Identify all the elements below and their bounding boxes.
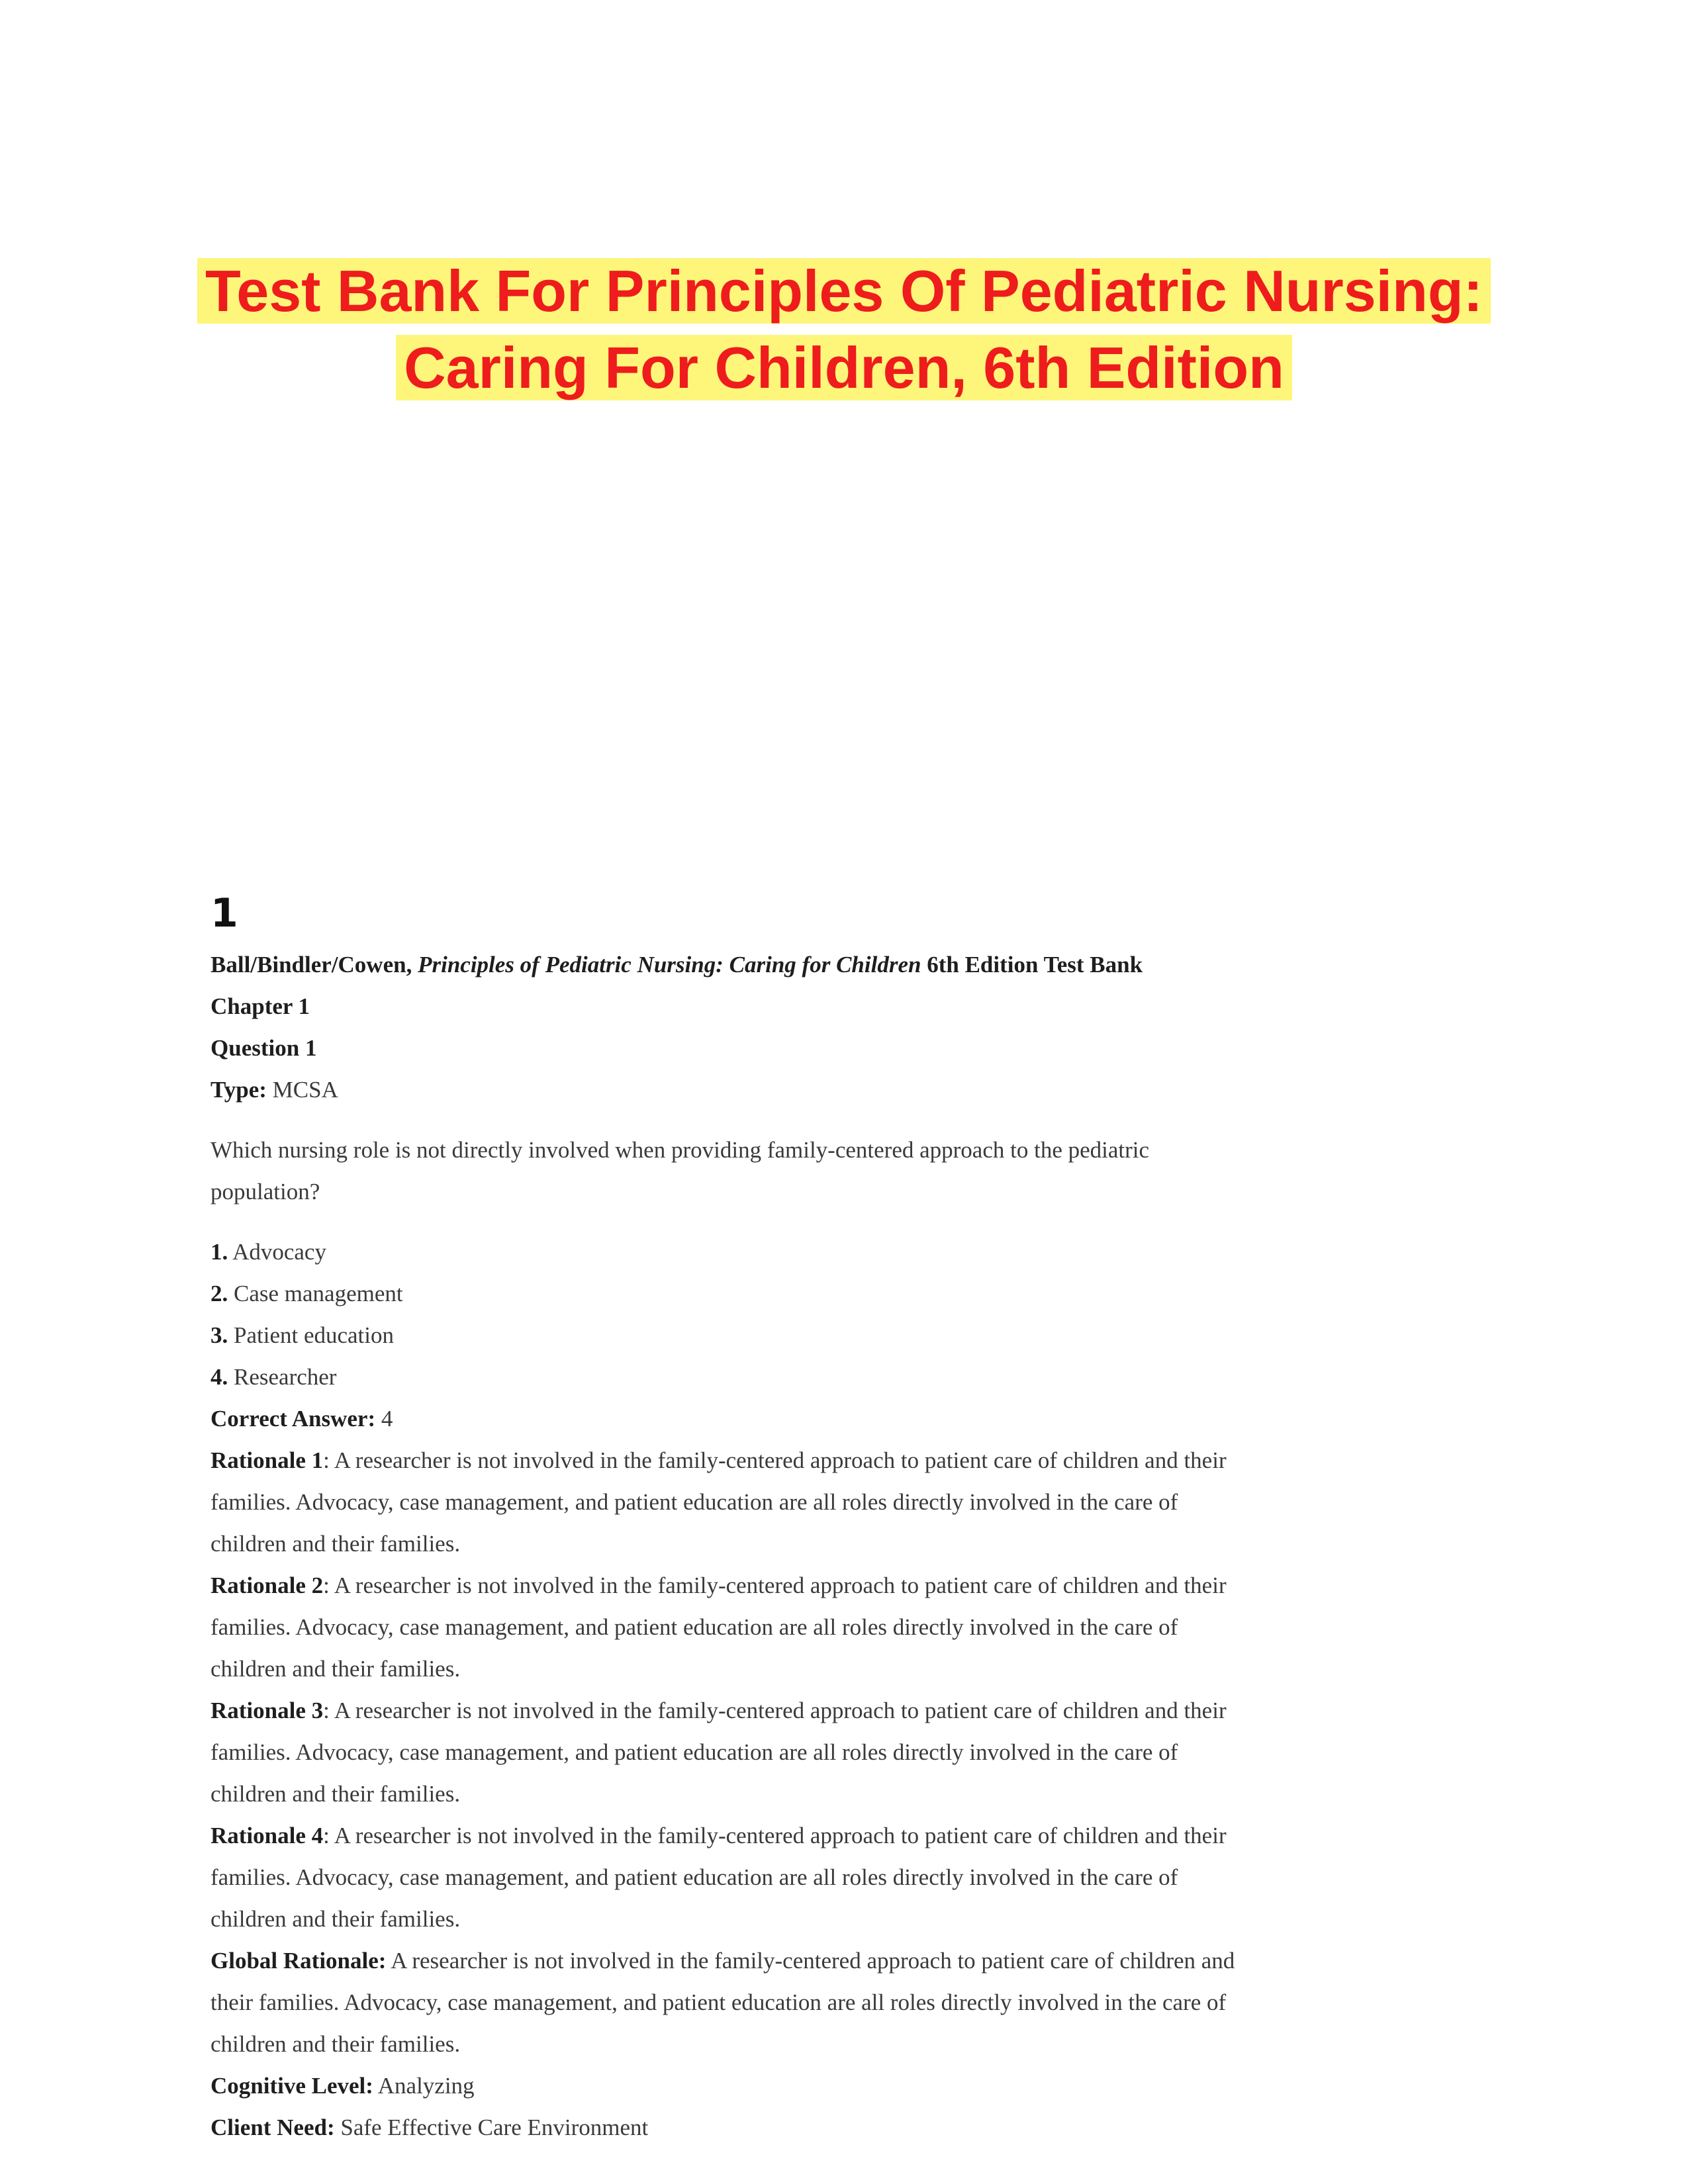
rationale: Rationale 2: A researcher is not involved in the family-centered approach to patient care of children and their families. Advocacy, case management, and patient education are all roles directly involved in the care of children and their families. <box>211 1572 1227 1682</box>
option-text: Researcher <box>234 1364 337 1390</box>
question-stem: Which nursing role is not directly involved when providing family-centered approach to the pediatric population? <box>211 1137 1150 1205</box>
global-rationale-label: Global Rationale: <box>211 1948 387 1974</box>
option-number: 2. <box>211 1281 228 1306</box>
rationale: Rationale 3: A researcher is not involved in the family-centered approach to patient care of children and their families. Advocacy, case management, and patient education are all roles directly involved in the care of children and their families. <box>211 1698 1227 1807</box>
question-label: Question 1 <box>211 1035 317 1061</box>
correct-answer-value: 4 <box>381 1406 393 1432</box>
rationale: Rationale 1: A researcher is not involved in the family-centered approach to patient care of children and their families. Advocacy, case management, and patient education are all roles directly involved in the care of children and their families. <box>211 1447 1227 1557</box>
question-type-label: Type: <box>211 1077 267 1103</box>
rationale-text: A researcher is not involved in the family-centered approach to patient care of children and their families. Advocacy, case management, and patient education are all roles directly involved in the care of children and their families. <box>211 1572 1227 1682</box>
rationale-label: Rationale 4 <box>211 1823 324 1848</box>
answer-option <box>211 1314 1256 1356</box>
answer-option <box>211 1356 1256 1398</box>
cognitive-level <box>211 2065 1256 2107</box>
answer-option <box>211 1273 1256 1314</box>
option-text: Advocacy <box>232 1239 326 1265</box>
correct-answer <box>211 1398 1256 1439</box>
client-need <box>211 2107 1256 2148</box>
rationale-text: A researcher is not involved in the family-centered approach to patient care of children and their families. Advocacy, case management, and patient education are all roles directly involved in the care of children and their families. <box>211 1823 1227 1932</box>
document-title <box>0 253 1688 406</box>
rationale-label: Rationale 3 <box>211 1698 324 1723</box>
book-edition: 6th Edition Test Bank <box>927 952 1143 978</box>
option-text: Case management <box>234 1281 403 1306</box>
question-content <box>211 887 1256 2148</box>
client-need-label: Client Need: <box>211 2115 335 2140</box>
rationale-text: A researcher is not involved in the family-centered approach to patient care of children and their families. Advocacy, case management, and patient education are all roles directly involved in the care of children and their families. <box>211 1447 1227 1557</box>
option-number: 3. <box>211 1322 228 1348</box>
rationale-label: Rationale 2 <box>211 1572 324 1598</box>
book-title: Principles of Pediatric Nursing: Caring for Children <box>418 952 921 978</box>
chapter-number: 1 <box>211 890 238 936</box>
option-number: 1. <box>211 1239 228 1265</box>
client-need-value: Safe Effective Care Environment <box>340 2115 649 2140</box>
book-citation <box>211 944 1256 985</box>
option-text: Patient education <box>234 1322 395 1348</box>
correct-answer-label: Correct Answer: <box>211 1406 376 1432</box>
global-rationale <box>211 1940 1256 2065</box>
question-type-value: MCSA <box>272 1077 338 1103</box>
answer-options <box>211 1231 1256 1398</box>
document-title-line-2: Caring For Children, 6th Edition <box>396 335 1292 400</box>
rationale-text: A researcher is not involved in the family-centered approach to patient care of children and their families. Advocacy, case management, and patient education are all roles directly involved in the care of children and their families. <box>211 1698 1227 1807</box>
book-authors: Ball/Bindler/Cowen, <box>211 952 412 978</box>
global-rationale-text: A researcher is not involved in the family-centered approach to patient care of children and their families. Advocacy, case management, and patient education are all roles directly involved in the care of children and their families. <box>211 1948 1235 2057</box>
chapter-label: Chapter 1 <box>211 993 310 1019</box>
cognitive-level-value: Analyzing <box>377 2073 475 2099</box>
answer-option <box>211 1231 1256 1273</box>
cognitive-level-label: Cognitive Level: <box>211 2073 373 2099</box>
rationale: Rationale 4: A researcher is not involved in the family-centered approach to patient care of children and their families. Advocacy, case management, and patient education are all roles directly involved in the care of children and their families. <box>211 1823 1227 1932</box>
question-type <box>211 1069 1256 1111</box>
option-number: 4. <box>211 1364 228 1390</box>
document-title-line-1: Test Bank For Principles Of Pediatric Nursing: <box>197 258 1491 324</box>
rationale-label: Rationale 1 <box>211 1447 324 1473</box>
